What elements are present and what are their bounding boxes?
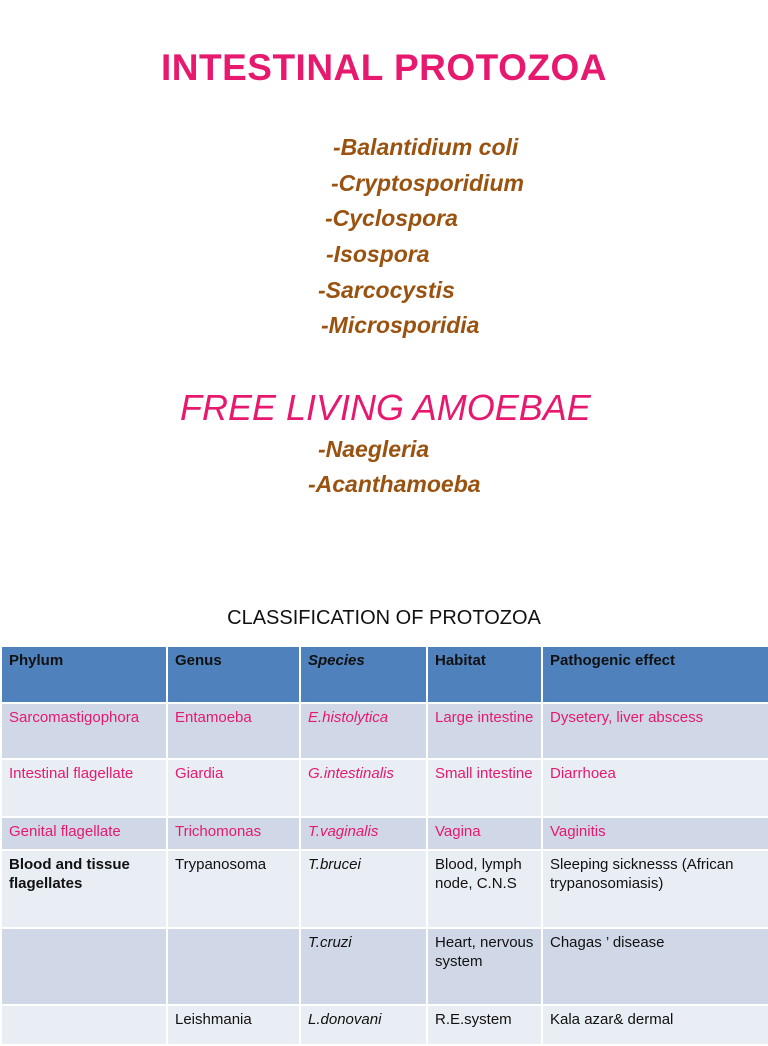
cell-phylum: Intestinal flagellate bbox=[1, 759, 167, 817]
header-genus: Genus bbox=[167, 646, 300, 703]
title-free-living-amoebae: FREE LIVING AMOEBAE bbox=[180, 387, 591, 428]
cell-genus: Giardia bbox=[167, 759, 300, 817]
cell-species: L.donovani bbox=[300, 1005, 427, 1045]
cell-genus: Entamoeba bbox=[167, 703, 300, 759]
cell-species: T.cruzi bbox=[300, 928, 427, 1005]
cell-habitat: Large intestine bbox=[427, 703, 542, 759]
header-habitat: Habitat bbox=[427, 646, 542, 703]
cell-habitat: Vagina bbox=[427, 817, 542, 850]
list-item-cyclospora: -Cyclospora bbox=[325, 205, 458, 231]
cell-habitat: R.E.system bbox=[427, 1005, 542, 1045]
list-item-isospora: -Isospora bbox=[326, 241, 430, 267]
cell-pathogenic-effect: Dysetery, liver abscess bbox=[542, 703, 768, 759]
table-row bbox=[1, 928, 768, 1005]
cell-genus bbox=[167, 928, 300, 1005]
table-row bbox=[1, 817, 768, 850]
cell-habitat: Heart, nervous system bbox=[427, 928, 542, 1005]
cell-species: T.vaginalis bbox=[300, 817, 427, 850]
cell-genus: Trichomonas bbox=[167, 817, 300, 850]
cell-species: E.histolytica bbox=[300, 703, 427, 759]
list-item-balantidium: -Balantidium coli bbox=[333, 134, 519, 160]
cell-phylum: Sarcomastigophora bbox=[1, 703, 167, 759]
cell-species: G.intestinalis bbox=[300, 759, 427, 817]
table-row bbox=[1, 850, 768, 928]
table-row bbox=[1, 1005, 768, 1045]
list-item-microsporidia: -Microsporidia bbox=[321, 312, 480, 338]
cell-genus: Leishmania bbox=[167, 1005, 300, 1045]
cell-pathogenic-effect: Vaginitis bbox=[542, 817, 768, 850]
header-phylum: Phylum bbox=[1, 646, 167, 703]
cell-phylum bbox=[1, 1005, 167, 1045]
table-header-row bbox=[1, 646, 768, 703]
cell-pathogenic-effect: Diarrhoea bbox=[542, 759, 768, 817]
list-item-cryptosporidium: -Cryptosporidium bbox=[331, 170, 524, 196]
list-item-naegleria: -Naegleria bbox=[318, 436, 430, 462]
title-intestinal-protozoa: INTESTINAL PROTOZOA bbox=[161, 47, 607, 88]
cell-pathogenic-effect: Chagas ’ disease bbox=[542, 928, 768, 1005]
cell-pathogenic-effect: Kala azar& dermal bbox=[542, 1005, 768, 1045]
cell-habitat: Small intestine bbox=[427, 759, 542, 817]
cell-phylum bbox=[1, 928, 167, 1005]
cell-genus: Trypanosoma bbox=[167, 850, 300, 928]
cell-phylum: Blood and tissue flagellates bbox=[1, 850, 167, 928]
classification-table bbox=[0, 645, 768, 1046]
cell-species: T.brucei bbox=[300, 850, 427, 928]
list-item-acanthamoeba: -Acanthamoeba bbox=[308, 471, 481, 497]
cell-phylum: Genital flagellate bbox=[1, 817, 167, 850]
cell-habitat: Blood, lymph node, C.N.S bbox=[427, 850, 542, 928]
header-pathogenic-effect: Pathogenic effect bbox=[542, 646, 768, 703]
title-classification: CLASSIFICATION OF PROTOZOA bbox=[227, 607, 541, 629]
list-item-sarcocystis: -Sarcocystis bbox=[318, 277, 455, 303]
table-row bbox=[1, 703, 768, 759]
header-species: Species bbox=[300, 646, 427, 703]
table-row bbox=[1, 759, 768, 817]
cell-pathogenic-effect: Sleeping sicknesss (African trypanosomiasis) bbox=[542, 850, 768, 928]
